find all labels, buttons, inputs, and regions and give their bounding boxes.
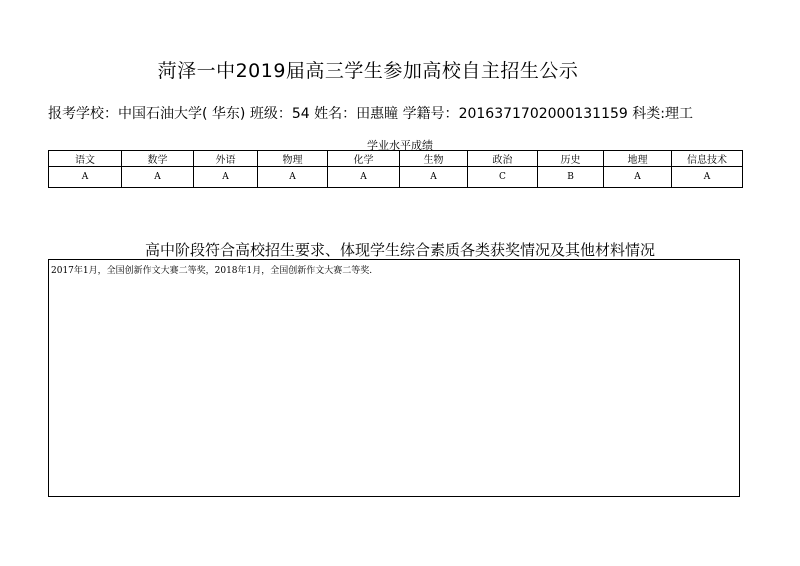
subject-header: 信息技术 (672, 151, 743, 167)
awards-box (48, 259, 740, 497)
grade-cell: A (672, 167, 743, 188)
subjects-row (49, 151, 743, 167)
name-label: 姓名： (314, 106, 357, 122)
school-value: 中国石油大学( 华东) (118, 106, 246, 122)
track-value: 理工 (664, 106, 693, 122)
name-value: 田惠瞳 (356, 106, 399, 122)
grade-cell: A (194, 167, 258, 188)
class-value: 54 (291, 106, 310, 122)
grade-cell: B (538, 167, 604, 188)
grade-cell: C (468, 167, 538, 188)
grade-cell: A (400, 167, 468, 188)
scores-table (48, 150, 743, 188)
grade-cell: A (122, 167, 194, 188)
subject-header: 生物 (400, 151, 468, 167)
subject-header: 地理 (604, 151, 672, 167)
awards-section-title: 高中阶段符合高校招生要求、体现学生综合素质各类获奖情况及其他材料情况 (144, 241, 655, 259)
page-title (0, 56, 800, 83)
student-id-label: 学籍号： (402, 106, 459, 122)
class-label: 班级： (249, 106, 292, 122)
subject-header: 化学 (328, 151, 400, 167)
student-info-line (48, 103, 693, 123)
track-label: 科类: (632, 106, 665, 122)
subject-header: 物理 (258, 151, 328, 167)
scores-caption: 学业水平成绩 (367, 139, 433, 152)
subject-header: 数学 (122, 151, 194, 167)
student-id-value: 2016371702000131159 (458, 106, 628, 122)
subject-header: 外语 (194, 151, 258, 167)
subject-header: 语文 (49, 151, 122, 167)
awards-text: 2017年1月，全国创新作文大赛二等奖，2018年1月，全国创新作文大赛二等奖. (51, 266, 373, 276)
grade-cell: A (258, 167, 328, 188)
grade-cell: A (328, 167, 400, 188)
subject-header: 历史 (538, 151, 604, 167)
page-title-text: 菏泽一中2019届高三学生参加高校自主招生公示 (157, 60, 579, 82)
subject-header: 政治 (468, 151, 538, 167)
grades-row (49, 167, 743, 188)
grade-cell: A (604, 167, 672, 188)
school-label: 报考学校： (48, 106, 118, 122)
grade-cell: A (49, 167, 122, 188)
